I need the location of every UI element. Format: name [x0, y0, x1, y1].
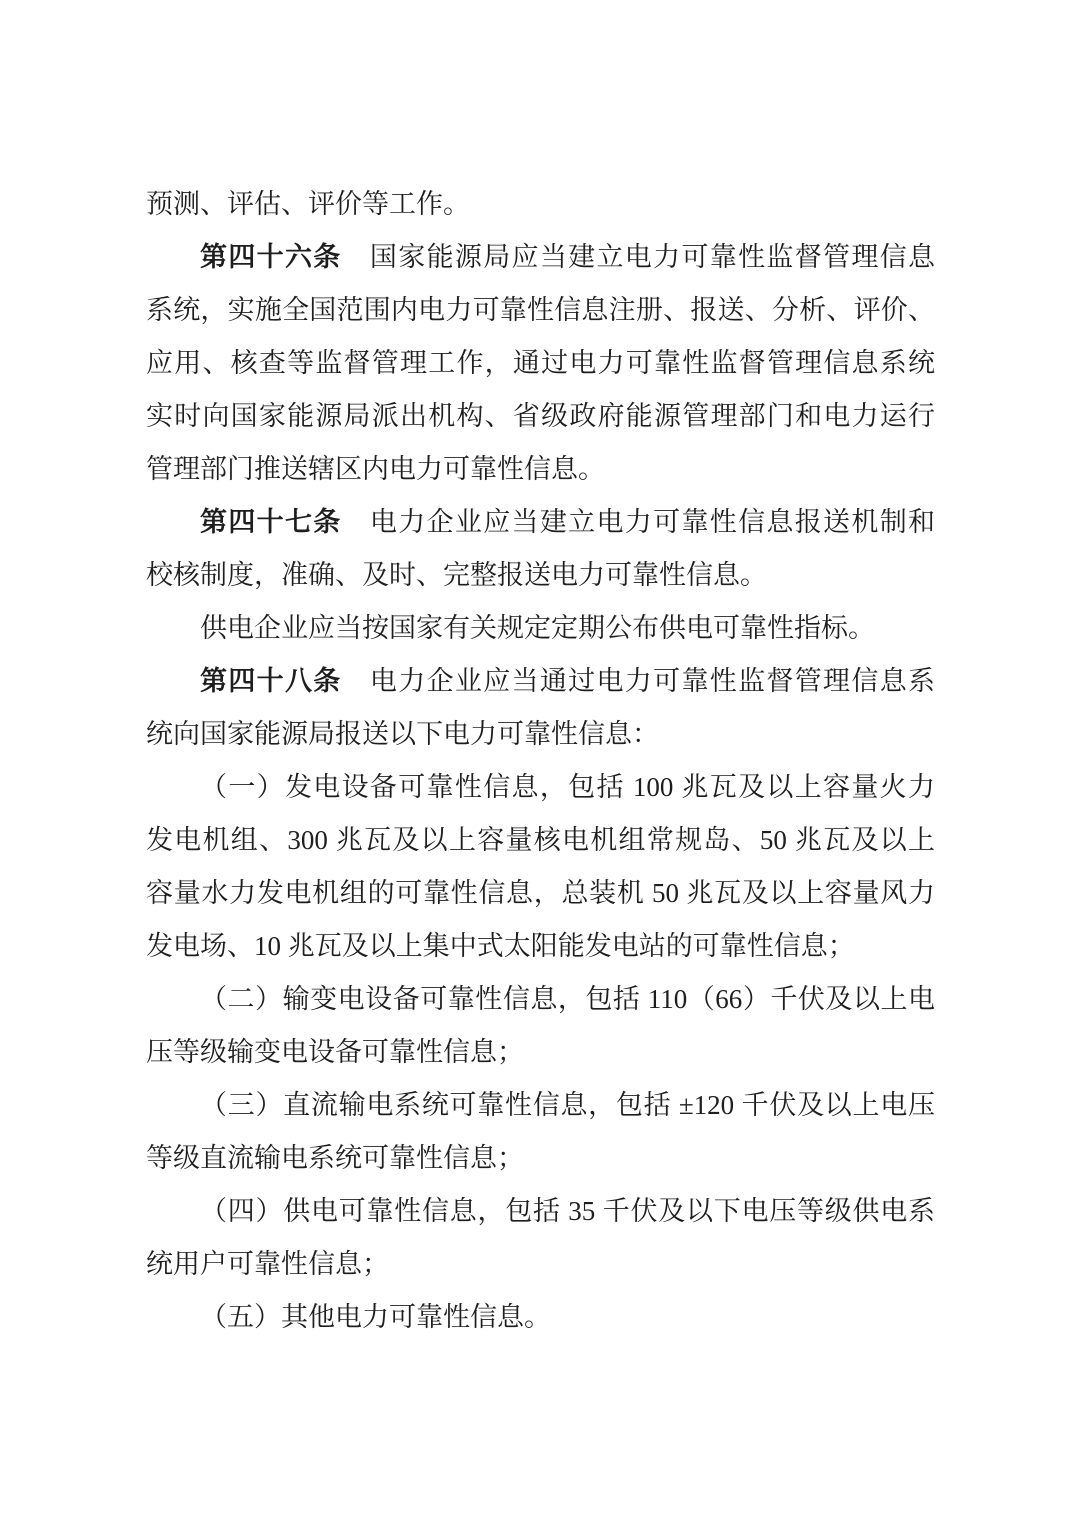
text-line — [146, 231, 935, 284]
text-line — [146, 443, 935, 496]
text-run: 容量水力发电机组的可靠性信息，总装机 50 兆瓦及以上容量风力 — [146, 878, 935, 908]
text-line — [146, 708, 935, 761]
text-run: 管理部门推送辖区内电力可靠性信息。 — [146, 454, 605, 484]
text-run: 国家能源局应当建立电力可靠性监督管理信息 — [341, 242, 935, 272]
text-run: 实时向国家能源局派出机构、省级政府能源管理部门和电力运行 — [146, 401, 935, 431]
text-run: 供电企业应当按国家有关规定定期公布供电可靠性指标。 — [200, 613, 875, 643]
text-line — [146, 655, 935, 708]
text-line — [146, 496, 935, 549]
text-line — [146, 1291, 935, 1344]
text-line — [146, 1185, 935, 1238]
document-body — [146, 178, 935, 1344]
text-run: 等级直流输电系统可靠性信息； — [146, 1143, 524, 1173]
article-number: 第四十七条 — [200, 507, 342, 537]
text-line — [146, 920, 935, 973]
text-run: 发电机组、300 兆瓦及以上容量核电机组常规岛、50 兆瓦及以上 — [146, 825, 935, 855]
text-run: 统向国家能源局报送以下电力可靠性信息： — [146, 719, 659, 749]
article-number: 第四十八条 — [200, 666, 342, 696]
text-run: （四）供电可靠性信息，包括 35 千伏及以下电压等级供电系 — [200, 1196, 935, 1226]
text-line — [146, 284, 935, 337]
text-run: （三）直流输电系统可靠性信息，包括 ±120 千伏及以上电压 — [200, 1090, 935, 1120]
text-run: 压等级输变电设备可靠性信息； — [146, 1037, 524, 1067]
text-run: 系统，实施全国范围内电力可靠性信息注册、报送、分析、评价、 — [146, 295, 935, 325]
text-line — [146, 337, 935, 390]
text-line — [146, 1026, 935, 1079]
text-line — [146, 549, 935, 602]
article-number: 第四十六条 — [200, 242, 342, 272]
text-line — [146, 814, 935, 867]
text-run: 统用户可靠性信息； — [146, 1249, 389, 1279]
text-run: （二）输变电设备可靠性信息，包括 110（66）千伏及以上电 — [200, 984, 935, 1014]
text-run: 校核制度，准确、及时、完整报送电力可靠性信息。 — [146, 560, 767, 590]
text-line — [146, 1132, 935, 1185]
text-run: 电力企业应当建立电力可靠性信息报送机制和 — [341, 507, 935, 537]
text-run: 预测、评估、评价等工作。 — [146, 189, 470, 219]
text-run: （五）其他电力可靠性信息。 — [200, 1302, 551, 1332]
text-line — [146, 761, 935, 814]
text-run: 发电场、10 兆瓦及以上集中式太阳能发电站的可靠性信息； — [146, 931, 855, 961]
text-line — [146, 390, 935, 443]
text-run: 电力企业应当通过电力可靠性监督管理信息系 — [341, 666, 935, 696]
text-line — [146, 867, 935, 920]
text-line — [146, 1238, 935, 1291]
text-line — [146, 973, 935, 1026]
text-run: （一）发电设备可靠性信息，包括 100 兆瓦及以上容量火力 — [200, 772, 935, 802]
text-run: 应用、核查等监督管理工作，通过电力可靠性监督管理信息系统 — [146, 348, 935, 378]
text-line — [146, 178, 935, 231]
text-line — [146, 602, 935, 655]
text-line — [146, 1079, 935, 1132]
